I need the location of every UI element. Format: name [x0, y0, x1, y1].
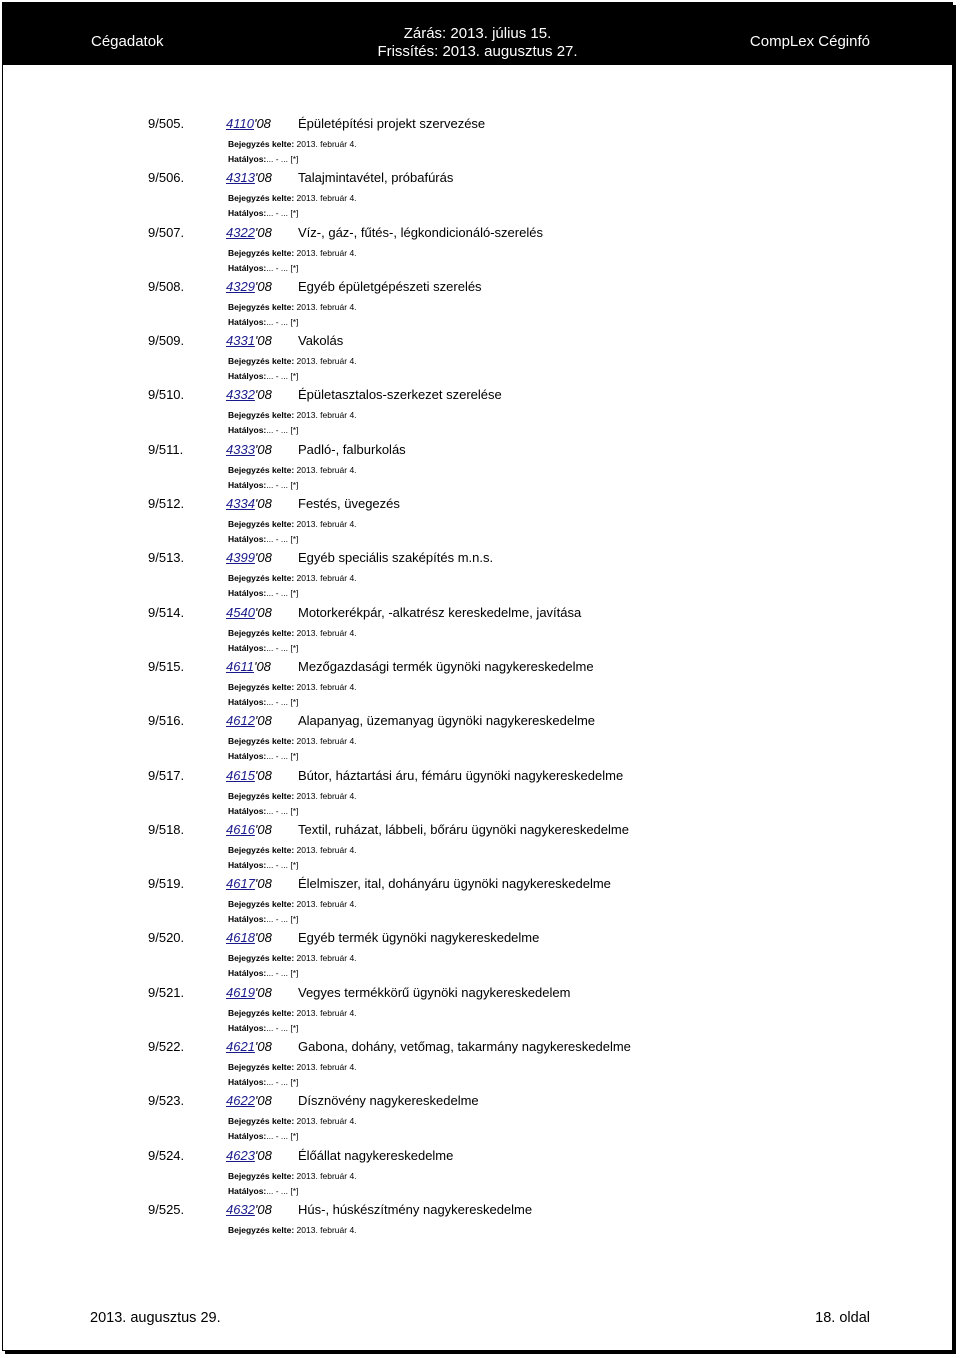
entry-year-suffix: '08 [254, 496, 272, 512]
entry-number: 9/516. [148, 713, 185, 729]
registration-label: Bejegyzés kelte: [228, 1116, 295, 1127]
activity-code-link[interactable]: 4399 [226, 550, 255, 566]
registration-date: 2013. február 4. [296, 1062, 357, 1073]
validity-value: ... - ... [266, 1131, 288, 1142]
validity-marker: [*] [290, 588, 299, 599]
entry-title: Egyéb termék ügynöki nagykereskedelme [298, 930, 540, 946]
page-header [3, 3, 952, 65]
validity-value: ... - ... [266, 262, 288, 273]
registration-date: 2013. február 4. [296, 681, 357, 692]
footer-page-number: 18. oldal [815, 1310, 870, 1326]
entry-year-suffix: '08 [254, 550, 272, 566]
validity-label: Hatályos: [228, 534, 267, 545]
header-closing-date: Zárás: 2013. július 15. [403, 25, 552, 42]
entry-title: Hús-, húskészítmény nagykereskedelme [298, 1201, 533, 1217]
entry-validity [228, 263, 298, 273]
validity-value: ... - ... [266, 859, 288, 870]
registration-label: Bejegyzés kelte: [228, 790, 295, 801]
registration-date: 2013. február 4. [296, 301, 357, 312]
entry-registration [228, 1116, 357, 1126]
entry-title: Vakolás [298, 333, 344, 349]
activity-code-link[interactable]: 4612 [226, 713, 255, 729]
list-item [0, 711, 960, 765]
validity-label: Hatályos: [228, 642, 267, 653]
entry-number: 9/521. [148, 984, 185, 1000]
registration-date: 2013. február 4. [296, 953, 357, 964]
list-item [0, 874, 960, 928]
entry-year-suffix: '08 [254, 984, 272, 1000]
entry-code [226, 605, 272, 620]
list-item [0, 440, 960, 494]
activity-code-link[interactable]: 4110 [226, 116, 254, 131]
registration-label: Bejegyzés kelte: [228, 899, 295, 910]
activity-code-link[interactable]: 4618 [226, 930, 255, 946]
registration-label: Bejegyzés kelte: [228, 1170, 295, 1181]
validity-value: ... - ... [266, 696, 288, 707]
entry-validity [228, 1077, 298, 1087]
entry-code [226, 1093, 272, 1108]
entry-registration [228, 410, 357, 420]
entry-title: Textil, ruházat, lábbeli, bőráru ügynöki nagykereskedelme [298, 821, 629, 837]
validity-label: Hatályos: [228, 371, 267, 382]
entry-list [0, 114, 960, 1254]
entry-validity [228, 860, 298, 870]
list-item [0, 277, 960, 331]
entry-code [226, 768, 272, 783]
activity-code-link[interactable]: 4616 [226, 821, 255, 837]
activity-code-link[interactable]: 4617 [226, 876, 255, 892]
entry-number: 9/520. [148, 930, 185, 946]
validity-label: Hatályos: [228, 1022, 267, 1033]
entry-number: 9/522. [148, 1039, 185, 1055]
entry-code [226, 1148, 272, 1163]
validity-marker: [*] [290, 805, 299, 816]
entry-year-suffix: '08 [254, 1039, 272, 1055]
entry-validity [228, 1023, 298, 1033]
entry-year-suffix: '08 [254, 767, 272, 783]
entry-code [226, 876, 272, 891]
entry-year-suffix: '08 [254, 387, 272, 403]
entry-year-suffix: '08 [254, 821, 272, 837]
list-item [0, 1146, 960, 1200]
validity-marker: [*] [290, 696, 299, 707]
entry-code [226, 279, 272, 294]
entry-number: 9/511. [148, 441, 184, 457]
list-item [0, 1091, 960, 1145]
registration-date: 2013. február 4. [296, 899, 357, 910]
registration-label: Bejegyzés kelte: [228, 464, 295, 475]
entry-year-suffix: '08 [253, 658, 271, 674]
registration-label: Bejegyzés kelte: [228, 193, 295, 204]
validity-label: Hatályos: [228, 154, 267, 164]
entry-title: Talajmintavétel, próbafúrás [298, 170, 454, 186]
entry-title: Festés, üvegezés [298, 496, 400, 512]
validity-label: Hatályos: [228, 1077, 267, 1088]
registration-date: 2013. február 4. [296, 573, 357, 584]
validity-label: Hatályos: [228, 859, 267, 870]
entry-title: Padló-, falburkolás [298, 441, 406, 457]
entry-number: 9/525. [148, 1201, 185, 1217]
validity-value: ... - ... [266, 1022, 288, 1033]
entry-year-suffix: '08 [254, 930, 272, 946]
entry-number: 9/523. [148, 1093, 185, 1109]
validity-label: Hatályos: [228, 1185, 267, 1196]
entry-registration [228, 899, 357, 909]
entry-title: Egyéb épületgépészeti szerelés [298, 278, 482, 294]
registration-label: Bejegyzés kelte: [228, 519, 295, 530]
validity-value: ... - ... [266, 534, 288, 545]
registration-label: Bejegyzés kelte: [228, 139, 295, 149]
validity-value: ... - ... [266, 805, 288, 816]
entry-registration [228, 519, 357, 529]
entry-code [226, 116, 271, 131]
validity-value: ... - ... [266, 371, 288, 382]
list-item [0, 1037, 960, 1091]
entry-registration [228, 953, 357, 963]
entry-registration [228, 302, 357, 312]
validity-marker: [*] [290, 371, 299, 382]
entry-number: 9/515. [148, 658, 185, 674]
validity-label: Hatályos: [228, 805, 267, 816]
entry-validity [228, 1131, 298, 1141]
entry-year-suffix: '08 [254, 713, 272, 729]
registration-label: Bejegyzés kelte: [228, 356, 295, 367]
entry-year-suffix: '08 [254, 876, 272, 892]
entry-validity [228, 317, 298, 327]
header-right-title: CompLex Céginfó [749, 33, 870, 50]
entry-registration [228, 1062, 357, 1072]
entry-year-suffix: '08 [254, 224, 272, 240]
validity-marker: [*] [290, 1077, 299, 1088]
activity-code-link[interactable]: 4611 [226, 658, 254, 674]
activity-code-link[interactable]: 4331 [226, 333, 255, 349]
validity-label: Hatályos: [228, 968, 267, 979]
registration-label: Bejegyzés kelte: [228, 681, 295, 692]
validity-marker: [*] [290, 262, 299, 273]
registration-date: 2013. február 4. [296, 790, 357, 801]
entry-validity [228, 425, 298, 435]
registration-label: Bejegyzés kelte: [228, 627, 295, 638]
entry-code [226, 496, 272, 511]
list-item [0, 1200, 960, 1254]
registration-label: Bejegyzés kelte: [228, 410, 295, 421]
entry-number: 9/505. [148, 116, 185, 131]
entry-title: Épületépítési projekt szervezése [298, 116, 486, 131]
entry-number: 9/507. [148, 224, 185, 240]
registration-date: 2013. február 4. [296, 193, 357, 204]
entry-code [226, 713, 272, 728]
validity-value: ... - ... [266, 1185, 288, 1196]
entry-number: 9/524. [148, 1147, 185, 1163]
registration-date: 2013. február 4. [296, 464, 357, 475]
entry-number: 9/514. [148, 604, 185, 620]
entry-registration [228, 736, 357, 746]
registration-date: 2013. február 4. [296, 139, 357, 149]
validity-label: Hatályos: [228, 262, 267, 273]
entry-code [226, 930, 272, 945]
validity-marker: [*] [290, 479, 299, 490]
activity-code-link[interactable]: 4615 [226, 767, 255, 783]
list-item [0, 331, 960, 385]
entry-registration [228, 465, 357, 475]
activity-code-link[interactable]: 4540 [226, 604, 255, 620]
footer-date: 2013. augusztus 29. [90, 1310, 221, 1326]
validity-marker: [*] [290, 859, 299, 870]
activity-code-link[interactable]: 4622 [226, 1093, 255, 1109]
validity-label: Hatályos: [228, 479, 267, 490]
entry-number: 9/510. [148, 387, 185, 403]
entry-title: Vegyes termékkörű ügynöki nagykereskedelem [298, 984, 571, 1000]
entry-code [226, 985, 272, 1000]
activity-code-link[interactable]: 4632 [226, 1201, 255, 1217]
entry-registration [228, 682, 357, 692]
entry-year-suffix: '08 [254, 170, 272, 186]
activity-code-link[interactable]: 4619 [226, 984, 255, 1000]
entry-year-suffix: '08 [254, 604, 272, 620]
validity-marker: [*] [290, 316, 299, 327]
entry-registration [228, 139, 357, 149]
entry-validity [228, 534, 298, 544]
list-item [0, 114, 960, 168]
validity-value: ... - ... [266, 154, 288, 164]
entry-title: Gabona, dohány, vetőmag, takarmány nagykereskedelme [298, 1039, 631, 1055]
validity-marker: [*] [290, 154, 299, 164]
registration-date: 2013. február 4. [296, 1007, 357, 1018]
entry-number: 9/513. [148, 550, 185, 566]
registration-label: Bejegyzés kelte: [228, 573, 295, 584]
validity-value: ... - ... [266, 479, 288, 490]
list-item [0, 766, 960, 820]
registration-date: 2013. február 4. [296, 1116, 357, 1127]
validity-label: Hatályos: [228, 316, 267, 327]
registration-label: Bejegyzés kelte: [228, 247, 295, 258]
entry-validity [228, 154, 298, 164]
entry-registration [228, 1225, 357, 1235]
entry-validity [228, 643, 298, 653]
entry-code [226, 333, 272, 348]
entry-validity [228, 480, 298, 490]
registration-date: 2013. február 4. [296, 247, 357, 258]
list-item [0, 168, 960, 222]
entry-year-suffix: '08 [254, 278, 272, 294]
validity-label: Hatályos: [228, 696, 267, 707]
entry-registration [228, 573, 357, 583]
validity-label: Hatályos: [228, 425, 267, 436]
validity-marker: [*] [290, 1022, 299, 1033]
validity-value: ... - ... [266, 968, 288, 979]
entry-registration [228, 1171, 357, 1181]
registration-date: 2013. február 4. [296, 410, 357, 421]
entry-validity [228, 588, 298, 598]
activity-code-link[interactable]: 4333 [226, 441, 255, 457]
validity-value: ... - ... [266, 914, 288, 925]
entry-title: Épületasztalos-szerkezet szerelése [298, 387, 502, 403]
entry-title: Alapanyag, üzemanyag ügynöki nagykereskedelme [298, 713, 596, 729]
entry-title: Bútor, háztartási áru, fémáru ügynöki nagykereskedelme [298, 767, 624, 783]
entry-registration [228, 845, 357, 855]
entry-registration [228, 791, 357, 801]
list-item [0, 657, 960, 711]
entry-number: 9/512. [148, 496, 185, 512]
entry-number: 9/506. [148, 170, 185, 186]
entry-registration [228, 1008, 357, 1018]
entry-validity [228, 806, 298, 816]
entry-title: Mezőgazdasági termék ügynöki nagykereskedelme [298, 658, 594, 674]
activity-code-link[interactable]: 4621 [226, 1039, 255, 1055]
registration-date: 2013. február 4. [296, 1170, 357, 1181]
entry-registration [228, 356, 357, 366]
entry-number: 9/508. [148, 278, 185, 294]
registration-label: Bejegyzés kelte: [228, 1224, 295, 1235]
list-item [0, 820, 960, 874]
registration-label: Bejegyzés kelte: [228, 1007, 295, 1018]
entry-year-suffix: '08 [254, 441, 272, 457]
entry-title: Víz-, gáz-, fűtés-, légkondicionáló-szerelés [298, 224, 543, 240]
entry-validity [228, 914, 298, 924]
entry-title: Egyéb speciális szaképítés m.n.s. [298, 550, 494, 566]
entry-code [226, 550, 272, 565]
entry-title: Motorkerékpár, -alkatrész kereskedelme, javítása [298, 604, 582, 620]
entry-number: 9/509. [148, 333, 185, 349]
entry-number: 9/518. [148, 821, 185, 837]
validity-marker: [*] [290, 534, 299, 545]
validity-value: ... - ... [266, 1077, 288, 1088]
entry-validity [228, 751, 298, 761]
list-item [0, 928, 960, 982]
entry-year-suffix: '08 [254, 333, 272, 349]
entry-code [226, 822, 272, 837]
entry-code [226, 659, 271, 674]
entry-validity [228, 697, 298, 707]
entry-year-suffix: '08 [253, 116, 271, 131]
entry-code [226, 1039, 272, 1054]
registration-label: Bejegyzés kelte: [228, 1062, 295, 1073]
validity-marker: [*] [290, 968, 299, 979]
entry-number: 9/519. [148, 876, 185, 892]
validity-marker: [*] [290, 1185, 299, 1196]
validity-label: Hatályos: [228, 1131, 267, 1142]
registration-date: 2013. február 4. [296, 627, 357, 638]
validity-marker: [*] [290, 914, 299, 925]
entry-validity [228, 968, 298, 978]
entry-code [226, 170, 272, 185]
entry-validity [228, 371, 298, 381]
entry-year-suffix: '08 [254, 1093, 272, 1109]
entry-code [226, 442, 272, 457]
validity-label: Hatályos: [228, 751, 267, 762]
entry-validity [228, 1186, 298, 1196]
validity-value: ... - ... [266, 751, 288, 762]
registration-label: Bejegyzés kelte: [228, 953, 295, 964]
entry-year-suffix: '08 [254, 1201, 272, 1217]
validity-value: ... - ... [266, 425, 288, 436]
entry-title: Élőállat nagykereskedelme [298, 1147, 454, 1163]
validity-marker: [*] [290, 642, 299, 653]
registration-date: 2013. február 4. [296, 519, 357, 530]
list-item [0, 983, 960, 1037]
header-left-title: Cégadatok [91, 33, 164, 50]
registration-label: Bejegyzés kelte: [228, 844, 295, 855]
entry-title: Dísznövény nagykereskedelme [298, 1093, 479, 1109]
registration-label: Bejegyzés kelte: [228, 736, 295, 747]
registration-date: 2013. február 4. [296, 736, 357, 747]
validity-label: Hatályos: [228, 588, 267, 599]
validity-label: Hatályos: [228, 208, 267, 219]
entry-registration [228, 193, 357, 203]
activity-code-link[interactable]: 4329 [226, 278, 255, 294]
entry-registration [228, 628, 357, 638]
validity-value: ... - ... [266, 208, 288, 219]
validity-value: ... - ... [266, 316, 288, 327]
registration-date: 2013. február 4. [296, 844, 357, 855]
validity-label: Hatályos: [228, 914, 267, 925]
activity-code-link[interactable]: 4313 [226, 170, 255, 186]
registration-date: 2013. február 4. [296, 356, 357, 367]
validity-marker: [*] [290, 751, 299, 762]
list-item [0, 223, 960, 277]
entry-code [226, 225, 272, 240]
activity-code-link[interactable]: 4332 [226, 387, 255, 403]
list-item [0, 548, 960, 602]
list-item [0, 603, 960, 657]
list-item [0, 385, 960, 439]
validity-marker: [*] [290, 208, 299, 219]
validity-marker: [*] [290, 1131, 299, 1142]
entry-validity [228, 208, 298, 218]
activity-code-link[interactable]: 4334 [226, 496, 255, 512]
entry-number: 9/517. [148, 767, 185, 783]
header-refresh-date: Frissítés: 2013. augusztus 27. [377, 43, 578, 60]
list-item [0, 494, 960, 548]
activity-code-link[interactable]: 4322 [226, 224, 255, 240]
validity-marker: [*] [290, 425, 299, 436]
validity-value: ... - ... [266, 588, 288, 599]
entry-title: Élelmiszer, ital, dohányáru ügynöki nagykereskedelme [298, 876, 611, 892]
entry-year-suffix: '08 [254, 1147, 272, 1163]
activity-code-link[interactable]: 4623 [226, 1147, 255, 1163]
entry-code [226, 387, 272, 402]
validity-value: ... - ... [266, 642, 288, 653]
registration-label: Bejegyzés kelte: [228, 301, 295, 312]
entry-code [226, 1202, 272, 1217]
registration-date: 2013. február 4. [296, 1224, 357, 1235]
entry-registration [228, 248, 357, 258]
